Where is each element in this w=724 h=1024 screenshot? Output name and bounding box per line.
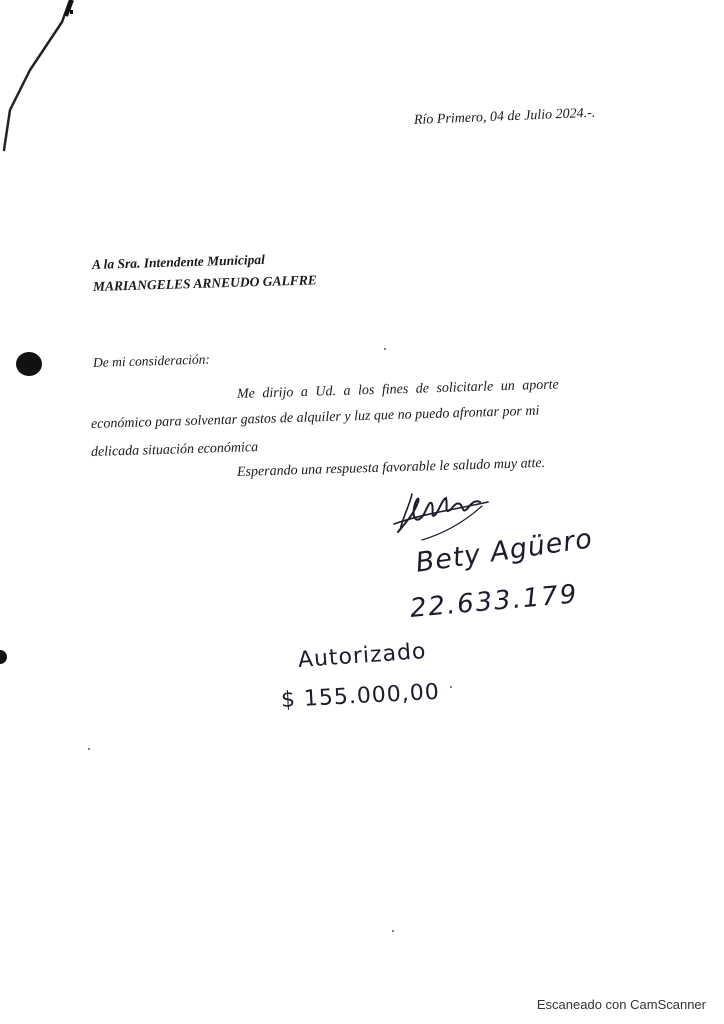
handwritten-signature — [392, 484, 492, 544]
scan-speck — [384, 348, 386, 350]
letter-body-line: económico para solventar gastos de alquiler y luz que no puedo afrontar por mi — [90, 403, 540, 432]
recipient-title: A la Sra. Intendente Municipal — [91, 251, 266, 272]
handwritten-authorization: Autorizado — [297, 639, 428, 673]
scanner-watermark: Escaneado con CamScanner — [536, 997, 706, 1012]
letter-body-line: Me dirijo a Ud. a los fines de solicitarle un aporte — [236, 377, 559, 402]
handwritten-name: Bety Agüero — [413, 523, 595, 579]
handwritten-dni: 22.633.179 — [408, 579, 580, 624]
letter-body-line: delicada situación económica — [90, 440, 259, 460]
scan-speck — [392, 930, 394, 932]
edge-mark — [0, 650, 7, 664]
letter-closing: Esperando una respuesta favorable le saludo muy atte. — [236, 455, 546, 480]
recipient-name: MARIANGELES ARNEUDO GALFRE — [92, 272, 317, 294]
scan-speck — [88, 748, 90, 750]
scan-edge-shadow — [0, 0, 120, 200]
letter-date: Río Primero, 04 de Julio 2024.-. — [413, 105, 596, 128]
handwritten-amount: $ 155.000,00 — [280, 679, 441, 713]
scan-speck — [450, 686, 452, 688]
letter-greeting: De mi consideración: — [92, 351, 211, 370]
punch-hole — [16, 352, 42, 376]
